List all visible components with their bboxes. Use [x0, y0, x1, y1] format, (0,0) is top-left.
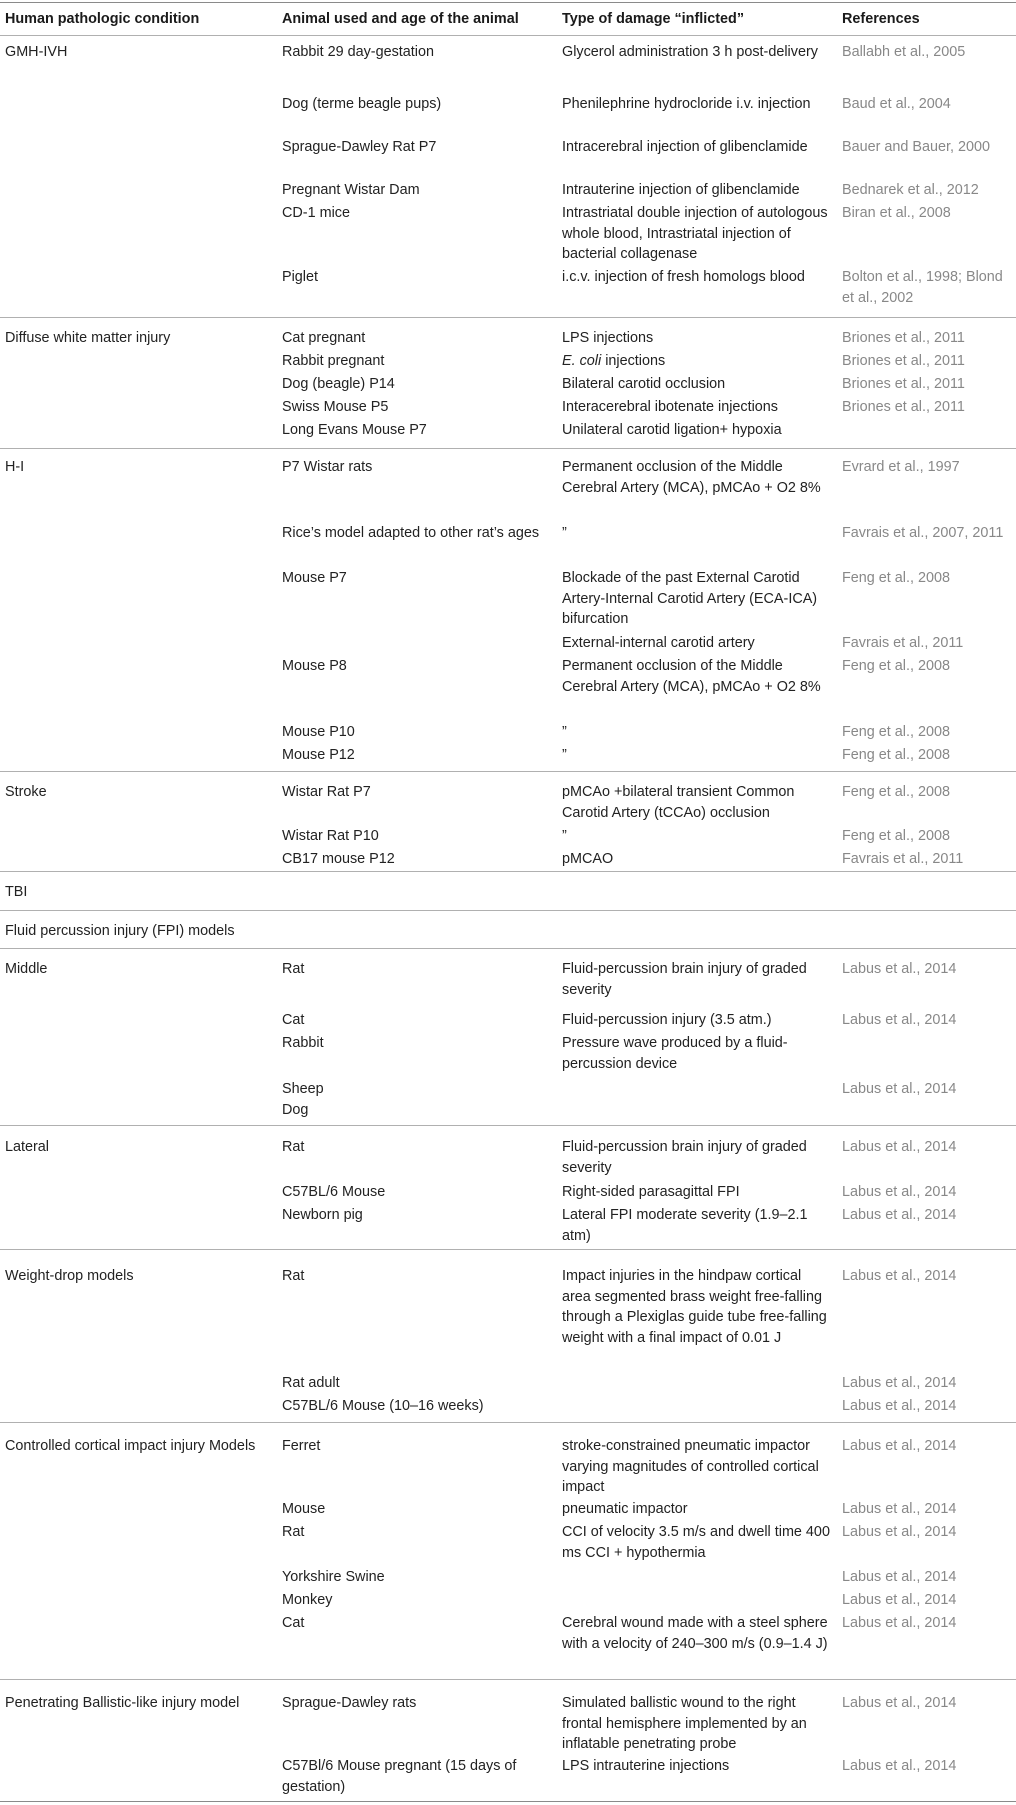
cell-reference: Feng et al., 2008 — [842, 828, 951, 844]
cell-animal: Cat — [282, 1012, 305, 1028]
cell-reference: Feng et al., 2008 — [842, 724, 951, 740]
cell-animal: Mouse P12 — [282, 747, 355, 763]
cell-animal: C57BL/6 Mouse (10–16 weeks) — [282, 1398, 484, 1414]
cell-reference: Labus et al., 2014 — [842, 1375, 957, 1391]
cell-animal: Rat — [282, 1268, 305, 1284]
cell-condition: Stroke — [5, 784, 47, 800]
cell-reference: Favrais et al., 2011 — [842, 851, 964, 867]
header-animal: Animal used and age of the animal — [282, 11, 519, 27]
cell-damage: pMCAo +bilateral transient Common Carotid Artery (tCCAo) occlusion — [562, 784, 795, 821]
cell-animal: Rat — [282, 1139, 305, 1155]
cell-animal: CB17 mouse P12 — [282, 851, 395, 867]
cell-condition: H-I — [5, 459, 25, 475]
cell-damage: pneumatic impactor — [562, 1501, 688, 1517]
cell-damage: ” — [562, 724, 567, 740]
group-separator — [0, 1679, 1016, 1680]
cell-condition: Fluid percussion injury (FPI) models — [5, 923, 235, 939]
cell-animal: Sprague-Dawley rats — [282, 1695, 417, 1711]
cell-damage: Impact injuries in the hindpaw cortical area segmented brass weight free-falling through a Plexiglas guide tube free-falling weight with a final impact of 0.01 J — [562, 1268, 827, 1346]
cell-animal: Mouse P10 — [282, 724, 355, 740]
cell-reference: Labus et al., 2014 — [842, 1438, 957, 1454]
group-separator — [0, 1422, 1016, 1423]
cell-reference: Labus et al., 2014 — [842, 1207, 957, 1223]
cell-damage: Permanent occlusion of the Middle Cerebral Artery (MCA), pMCAo + O2 8% — [562, 459, 821, 496]
cell-animal: Sheep — [282, 1081, 324, 1097]
cell-damage: Simulated ballistic wound to the right frontal hemisphere implemented by an inflatable penetrating probe — [562, 1695, 807, 1753]
cell-reference: Feng et al., 2008 — [842, 570, 951, 586]
cell-animal: Pregnant Wistar Dam — [282, 182, 420, 198]
group-separator — [0, 1125, 1016, 1126]
cell-damage: LPS intrauterine injections — [562, 1758, 730, 1774]
table-bottom-rule — [0, 1801, 1016, 1802]
header-damage: Type of damage “inflicted” — [562, 11, 745, 27]
cell-animal: Dog (beagle) P14 — [282, 376, 395, 392]
cell-animal: Rabbit 29 day-gestation — [282, 44, 435, 60]
cell-reference: Feng et al., 2008 — [842, 658, 951, 674]
cell-damage: LPS injections — [562, 330, 654, 346]
group-separator — [0, 448, 1016, 449]
cell-damage: Phenilephrine hydrocloride i.v. injection — [562, 96, 811, 112]
cell-reference: Feng et al., 2008 — [842, 747, 951, 763]
group-separator — [0, 948, 1016, 949]
cell-damage: Glycerol administration 3 h post-delivery — [562, 44, 818, 60]
cell-damage: Unilateral carotid ligation+ hypoxia — [562, 422, 782, 438]
cell-condition: GMH-IVH — [5, 44, 68, 60]
cell-reference: Briones et al., 2011 — [842, 376, 965, 392]
cell-reference: Favrais et al., 2007, 2011 — [842, 525, 1004, 541]
cell-condition: Weight-drop models — [5, 1268, 134, 1284]
cell-reference: Evrard et al., 1997 — [842, 459, 960, 475]
cell-condition: Lateral — [5, 1139, 50, 1155]
cell-damage: Interacerebral ibotenate injections — [562, 399, 778, 415]
cell-reference: Bauer and Bauer, 2000 — [842, 139, 991, 155]
cell-animal: Monkey — [282, 1592, 333, 1608]
cell-reference: Labus et al., 2014 — [842, 1398, 957, 1414]
cell-animal: Rice’s model adapted to other rat’s ages — [282, 525, 540, 541]
cell-animal: Cat — [282, 1615, 305, 1631]
cell-reference: Labus et al., 2014 — [842, 1184, 957, 1200]
cell-reference: Baud et al., 2004 — [842, 96, 951, 112]
group-separator — [0, 1249, 1016, 1250]
cell-reference: Labus et al., 2014 — [842, 1524, 957, 1540]
cell-reference: Labus et al., 2014 — [842, 1695, 957, 1711]
cell-damage: CCI of velocity 3.5 m/s and dwell time 400 ms CCI + hypothermia — [562, 1524, 830, 1561]
cell-reference: Feng et al., 2008 — [842, 784, 951, 800]
cell-animal: Rat — [282, 961, 305, 977]
cell-damage: External-internal carotid artery — [562, 635, 755, 651]
cell-reference: Labus et al., 2014 — [842, 1569, 957, 1585]
cell-damage: Bilateral carotid occlusion — [562, 376, 726, 392]
cell-reference: Ballabh et al., 2005 — [842, 44, 966, 60]
cell-damage: Intracerebral injection of glibenclamide — [562, 139, 808, 155]
cell-animal: C57Bl/6 Mouse pregnant (15 days of gestation) — [282, 1758, 517, 1795]
header-references: References — [842, 11, 920, 27]
cell-animal: Wistar Rat P10 — [282, 828, 379, 844]
cell-animal: Ferret — [282, 1438, 321, 1454]
cell-reference: Bednarek et al., 2012 — [842, 182, 979, 198]
cell-reference: Labus et al., 2014 — [842, 1758, 957, 1774]
cell-animal: Wistar Rat P7 — [282, 784, 371, 800]
cell-reference: Labus et al., 2014 — [842, 1592, 957, 1608]
cell-reference: Briones et al., 2011 — [842, 399, 965, 415]
cell-damage: Pressure wave produced by a fluid-percussion device — [562, 1035, 788, 1072]
cell-damage: pMCAO — [562, 851, 614, 867]
group-separator — [0, 871, 1016, 872]
cell-condition: Controlled cortical impact injury Models — [5, 1438, 256, 1454]
cell-animal: Dog (terme beagle pups) — [282, 96, 442, 112]
cell-damage: E. coli injections — [562, 353, 666, 369]
cell-damage: ” — [562, 747, 567, 763]
cell-animal: Mouse P7 — [282, 570, 347, 586]
cell-reference: Labus et al., 2014 — [842, 1012, 957, 1028]
cell-condition: Penetrating Ballistic-like injury model — [5, 1695, 240, 1711]
cell-reference: Briones et al., 2011 — [842, 330, 965, 346]
cell-animal: Dog — [282, 1102, 309, 1118]
cell-reference: Labus et al., 2014 — [842, 1081, 957, 1097]
cell-condition: TBI — [5, 884, 28, 900]
cell-animal: Mouse P8 — [282, 658, 347, 674]
cell-damage: Fluid-percussion brain injury of graded severity — [562, 1139, 807, 1176]
cell-condition: Middle — [5, 961, 48, 977]
cell-animal: Rabbit pregnant — [282, 353, 385, 369]
table-header-rule — [0, 35, 1016, 36]
cell-damage: ” — [562, 828, 567, 844]
cell-animal: P7 Wistar rats — [282, 459, 373, 475]
cell-reference: Briones et al., 2011 — [842, 353, 965, 369]
cell-animal: C57BL/6 Mouse — [282, 1184, 386, 1200]
cell-damage: i.c.v. injection of fresh homologs blood — [562, 269, 805, 285]
cell-damage: Fluid-percussion brain injury of graded severity — [562, 961, 807, 998]
cell-damage: Cerebral wound made with a steel sphere with a velocity of 240–300 m/s (0.9–1.4 J) — [562, 1615, 828, 1652]
cell-damage: stroke-constrained pneumatic impactor varying magnitudes of controlled cortical impact — [562, 1438, 819, 1496]
cell-animal: Piglet — [282, 269, 318, 285]
group-separator — [0, 910, 1016, 911]
cell-animal: Yorkshire Swine — [282, 1569, 385, 1585]
cell-animal: CD-1 mice — [282, 205, 350, 221]
cell-animal: Mouse — [282, 1501, 326, 1517]
cell-reference: Bolton et al., 1998; Blond et al., 2002 — [842, 269, 1003, 306]
cell-animal: Sprague-Dawley Rat P7 — [282, 139, 437, 155]
cell-damage: Permanent occlusion of the Middle Cerebral Artery (MCA), pMCAo + O2 8% — [562, 658, 821, 695]
cell-animal: Rabbit — [282, 1035, 324, 1051]
cell-animal: Rat adult — [282, 1375, 340, 1391]
cell-animal: Newborn pig — [282, 1207, 363, 1223]
cell-damage: Intrauterine injection of glibenclamide — [562, 182, 800, 198]
cell-damage: ” — [562, 525, 567, 541]
cell-reference: Labus et al., 2014 — [842, 1501, 957, 1517]
group-separator — [0, 317, 1016, 318]
group-separator — [0, 771, 1016, 772]
table-top-rule — [0, 2, 1016, 3]
cell-reference: Labus et al., 2014 — [842, 1615, 957, 1631]
cell-animal: Long Evans Mouse P7 — [282, 422, 427, 438]
cell-animal: Cat pregnant — [282, 330, 366, 346]
header-condition: Human pathologic condition — [5, 11, 200, 27]
cell-reference: Labus et al., 2014 — [842, 1268, 957, 1284]
cell-reference: Favrais et al., 2011 — [842, 635, 964, 651]
cell-animal: Rat — [282, 1524, 305, 1540]
cell-condition: Diffuse white matter injury — [5, 330, 171, 346]
cell-damage: Lateral FPI moderate severity (1.9–2.1 atm) — [562, 1207, 808, 1244]
cell-reference: Labus et al., 2014 — [842, 1139, 957, 1155]
cell-damage: Right-sided parasagittal FPI — [562, 1184, 740, 1200]
cell-damage: Intrastriatal double injection of autologous whole blood, Intrastriatal injection of bacterial collagenase — [562, 205, 828, 263]
cell-reference: Labus et al., 2014 — [842, 961, 957, 977]
cell-reference: Biran et al., 2008 — [842, 205, 951, 221]
cell-damage: Blockade of the past External Carotid Artery-Internal Carotid Artery (ECA-ICA) bifurcation — [562, 570, 818, 628]
cell-damage: Fluid-percussion injury (3.5 atm.) — [562, 1012, 772, 1028]
cell-animal: Swiss Mouse P5 — [282, 399, 389, 415]
